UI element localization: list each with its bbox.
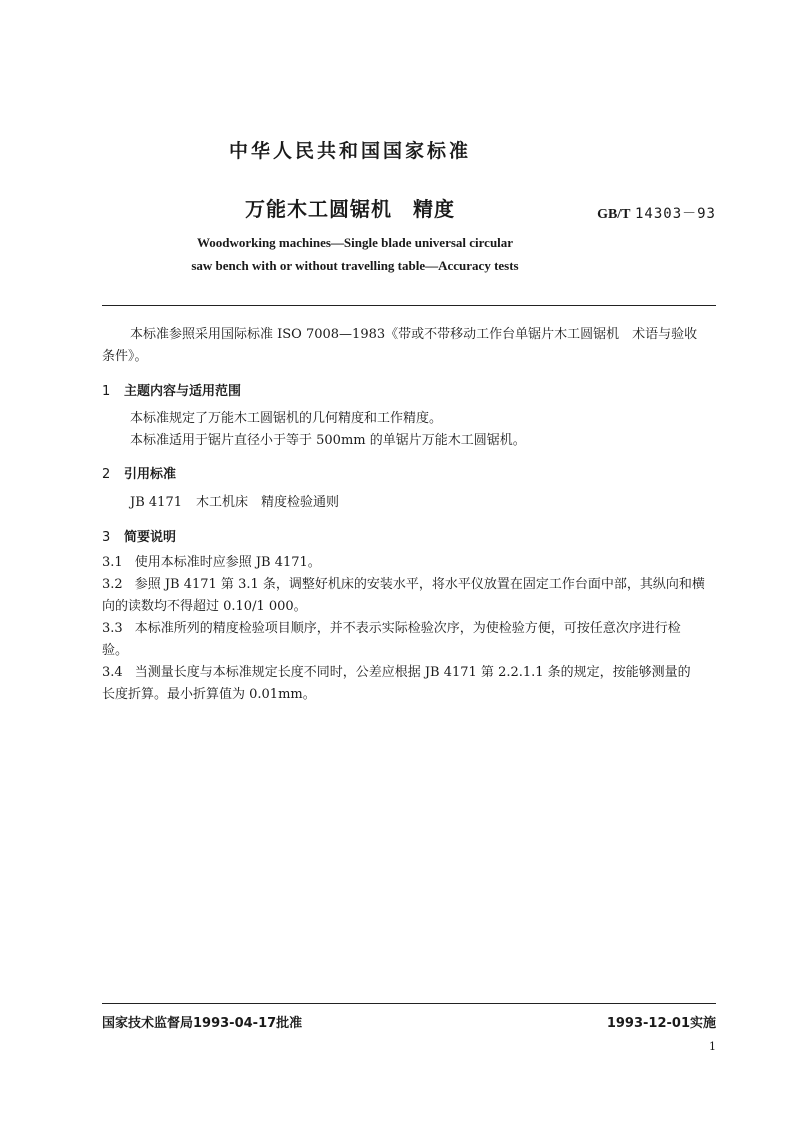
standard-code-number: 14303－93: [634, 206, 716, 222]
clause-3-1-text: 使用本标准时应参照 JB 4171。: [134, 555, 321, 570]
clause-3-3-line-1: 本标准所列的精度检验项目顺序，并不表示实际检验次序，为使检验方便，可按任意次序进行检: [134, 621, 681, 636]
section-1-number: 1: [102, 384, 111, 399]
page-number: 1: [709, 1040, 716, 1053]
document-title-cn: 万能木工圆锯机 精度: [245, 197, 455, 221]
reference-title: 木工机床 精度检验通则: [195, 495, 339, 510]
section-1-title: 主题内容与适用范围: [124, 384, 242, 399]
document-title-en-line2: saw bench with or without travelling table—Accuracy tests: [191, 258, 519, 273]
standard-code: [566, 203, 716, 223]
header-divider: [102, 305, 716, 306]
clause-3-2-number: 3.2: [102, 577, 123, 592]
clause-3-3: [102, 618, 716, 662]
footer-divider: [102, 1003, 716, 1004]
section-3-heading: [102, 526, 176, 545]
section-2-number: 2: [102, 467, 111, 482]
section-1-para-1: 本标准规定了万能木工圆锯机的几何精度和工作精度。: [130, 411, 443, 426]
section-1-heading: [102, 380, 241, 399]
section-2-title: 引用标准: [124, 467, 177, 482]
reference-code: JB 4171: [130, 495, 182, 510]
clause-3-2-line-2: 向的读数均不得超过 0.10/1 000。: [102, 599, 307, 614]
intro-paragraph: [102, 324, 716, 368]
section-3-number: 3: [102, 530, 111, 545]
normative-reference: [102, 492, 716, 514]
clause-3-1: [102, 552, 716, 574]
implementation-date: 1993-12-01实施: [606, 1016, 716, 1031]
intro-line-2: 条件》。: [102, 349, 148, 364]
section-1-body: [102, 408, 716, 452]
national-standard-heading: 中华人民共和国国家标准: [228, 140, 471, 162]
section-3-title: 简要说明: [124, 530, 177, 545]
standard-code-prefix: GB/T: [597, 207, 631, 222]
intro-line-1: 本标准参照采用国际标准 ISO 7008—1983《带或不带移动工作台单锯片木工圆锯机 术语与验收: [130, 327, 698, 342]
clause-3-4-number: 3.4: [102, 665, 123, 680]
section-1-para-2: 本标准适用于锯片直径小于等于 500mm 的单锯片万能木工圆锯机。: [130, 433, 526, 448]
clause-3-1-number: 3.1: [102, 555, 123, 570]
clause-3-2: [102, 574, 716, 618]
clause-3-2-line-1: 参照 JB 4171 第 3.1 条，调整好机床的安装水平，将水平仪放置在固定工作台面中部，其纵向和横: [134, 577, 705, 592]
document-title-en-line1: Woodworking machines—Single blade universal circular: [196, 235, 514, 250]
clause-3-3-line-2: 验。: [102, 643, 129, 658]
clause-3-4-line-2: 长度折算。最小折算值为 0.01mm。: [102, 687, 316, 702]
clause-3-3-number: 3.3: [102, 621, 123, 636]
section-2-heading: [102, 463, 176, 482]
approval-date: 国家技术监督局1993-04-17批准: [102, 1016, 303, 1031]
clause-3-4-line-1: 当测量长度与本标准规定长度不同时，公差应根据 JB 4171 第 2.2.1.1 条的规定，按能够测量的: [134, 665, 691, 680]
clause-3-4: [102, 662, 716, 706]
